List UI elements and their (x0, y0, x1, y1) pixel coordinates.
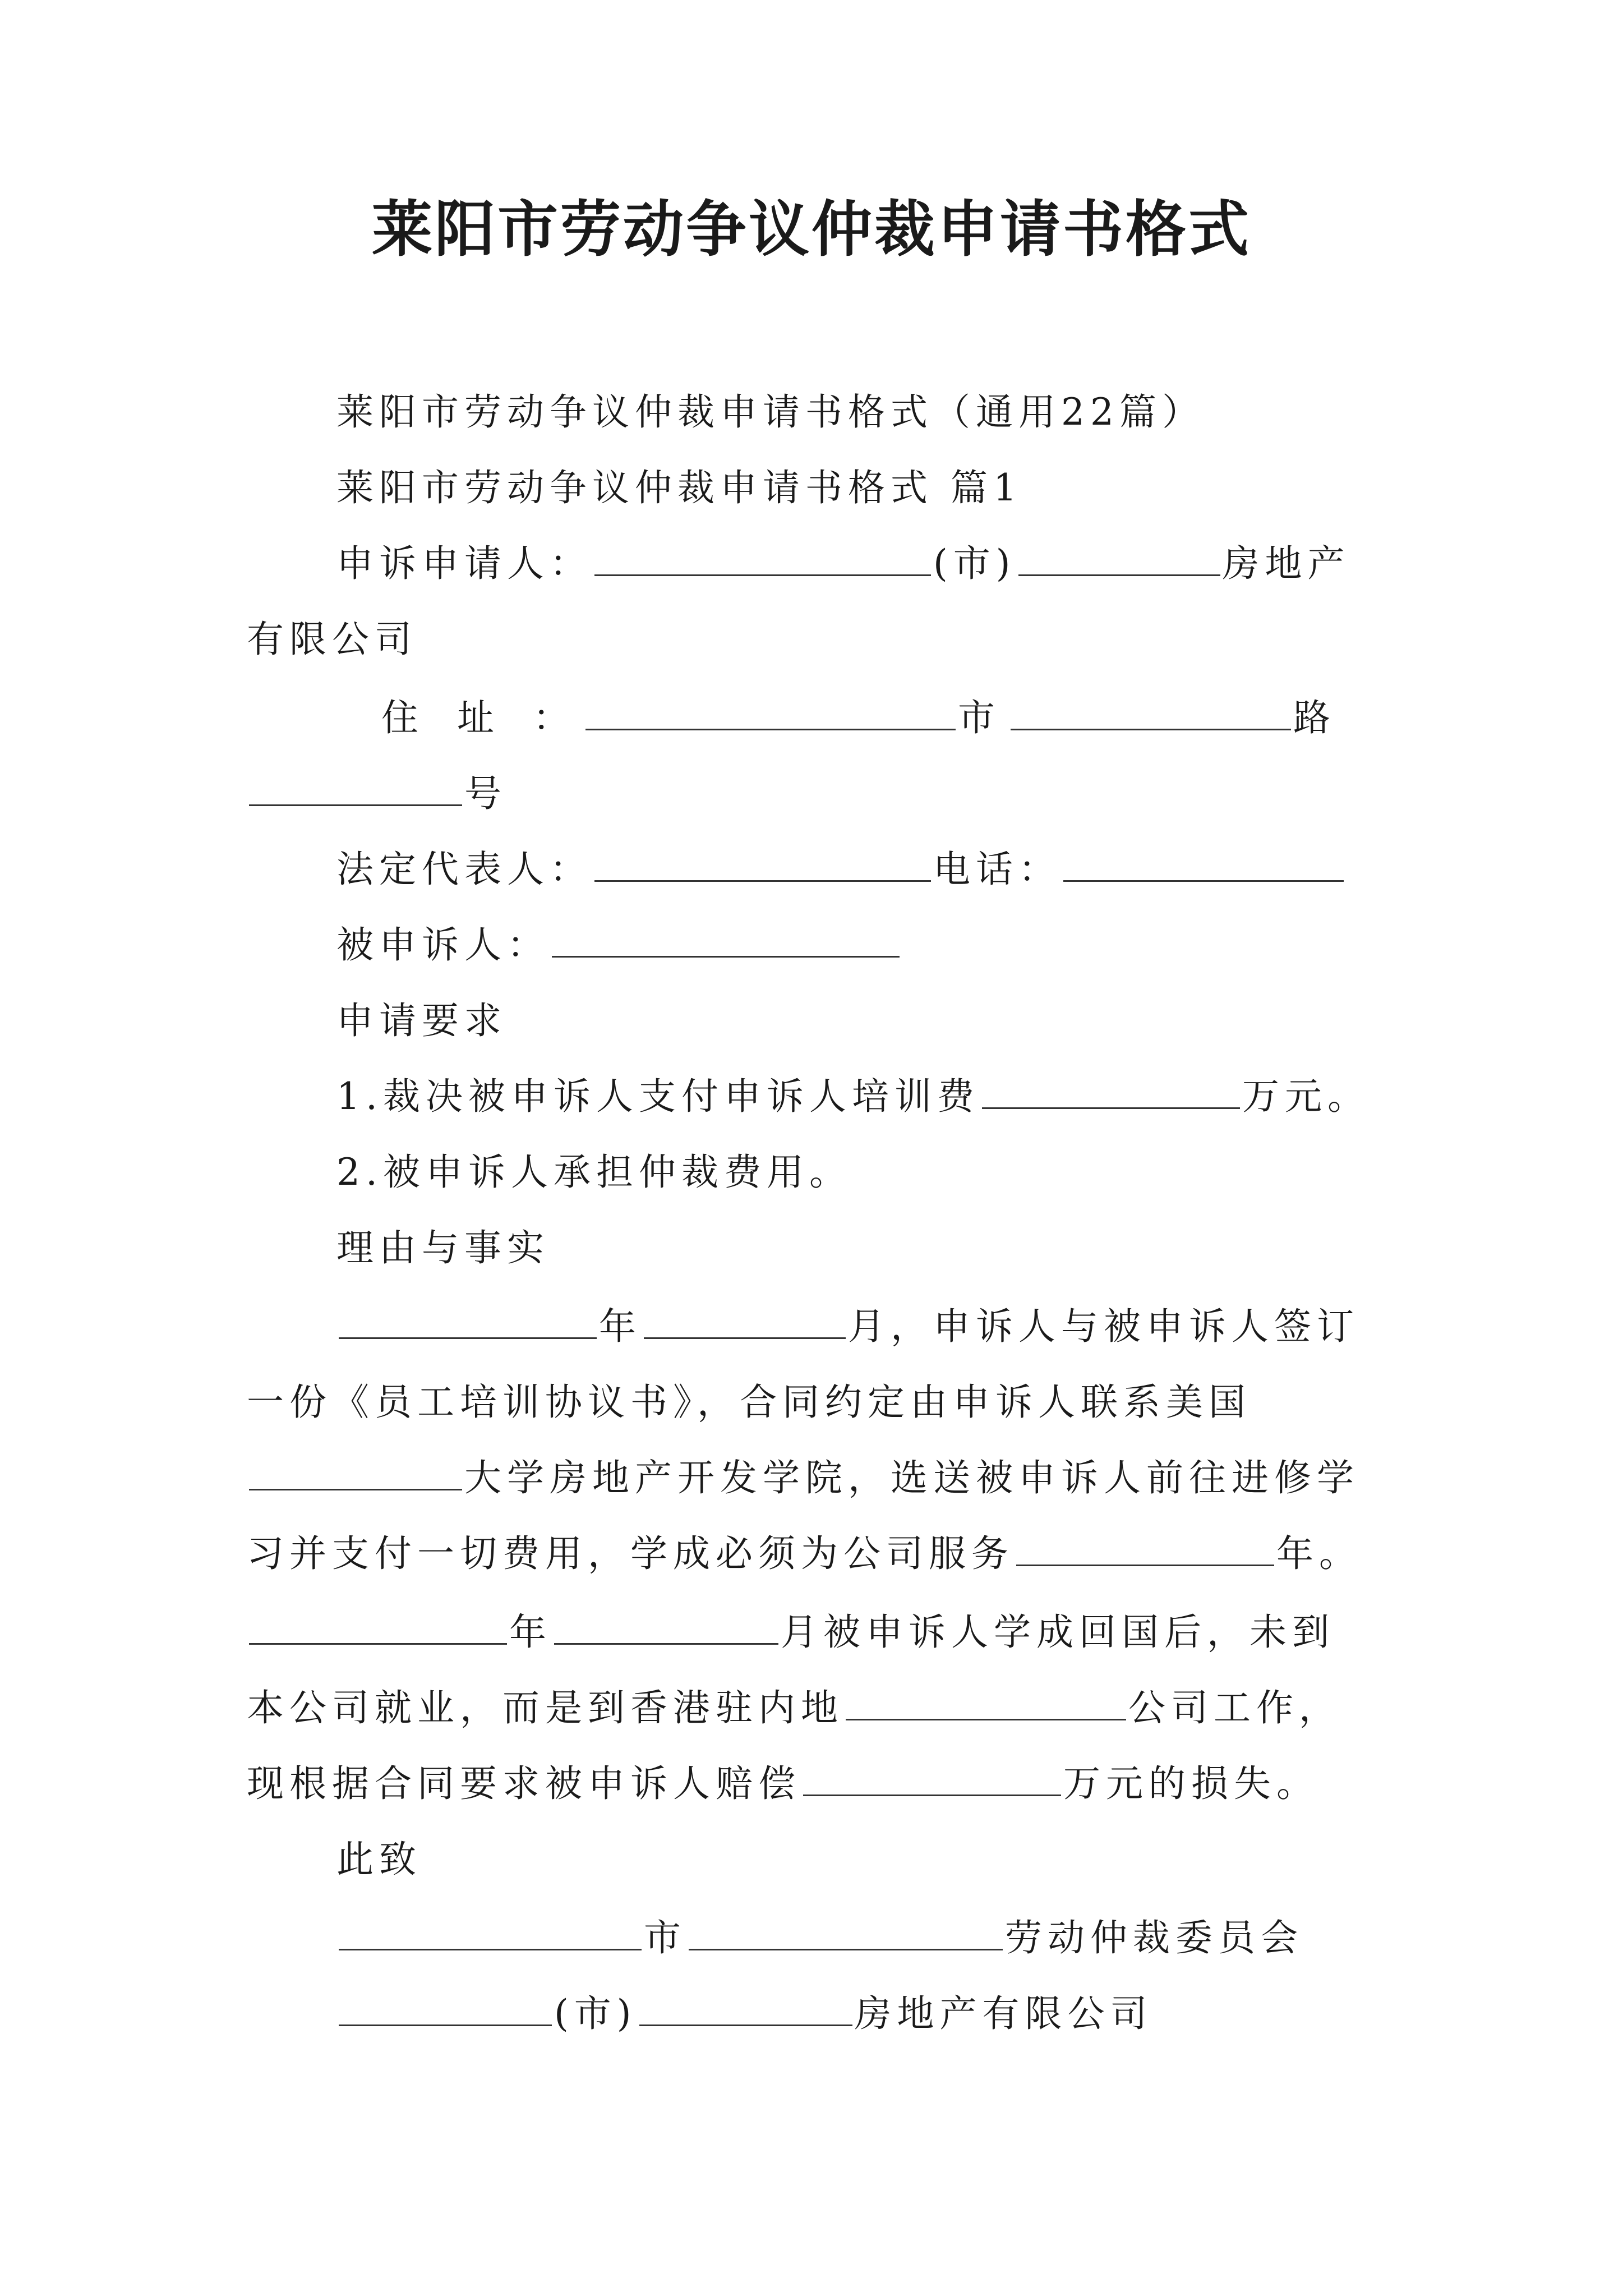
address-city: 市 (957, 696, 1008, 739)
compensation-blank (803, 1760, 1061, 1796)
requests-heading: 申请要求 (336, 999, 507, 1042)
respondent-line (336, 920, 902, 970)
facts-line-1-rest: 月，申诉人与被申诉人签订 (848, 1305, 1359, 1348)
request-item-1-unit: 万元。 (1242, 1075, 1370, 1118)
address-city-blank (585, 694, 956, 730)
facts-month-blank-2 (554, 1608, 778, 1645)
facts-year-blank-1 (339, 1303, 597, 1339)
address-number-blank (249, 770, 462, 806)
legal-rep-label: 法定代表人： (336, 848, 592, 891)
facts-line-4 (247, 1529, 1362, 1579)
facts-year-2: 年 (509, 1611, 552, 1654)
training-fee-blank (982, 1073, 1240, 1109)
closing-company-line (336, 1989, 1153, 2039)
hk-company-blank (846, 1684, 1126, 1720)
facts-line-1 (336, 1301, 1359, 1352)
address-line-cont (247, 769, 507, 819)
closing-city: 市 (644, 1916, 686, 1959)
closing-company-name-blank (639, 1990, 852, 2026)
legal-rep-line (336, 844, 1346, 895)
address-road: 路 (1293, 696, 1344, 739)
request-item-1 (336, 1071, 1370, 1122)
request-item-2: 2.被申诉人承担仲裁费用。 (336, 1151, 852, 1194)
facts-line-6-rest: 公司工作， (1128, 1686, 1341, 1729)
respondent-label: 被申诉人： (336, 923, 550, 967)
applicant-label: 申诉申请人： (336, 542, 592, 585)
facts-line-5-rest: 月被申诉人学成回国后，未到 (781, 1611, 1335, 1654)
closing-salute: 此致 (336, 1838, 422, 1881)
applicant-company-blank (1018, 540, 1220, 576)
facts-year-1: 年 (599, 1305, 642, 1348)
applicant-line (336, 539, 1350, 589)
facts-line-4-unit: 年。 (1276, 1532, 1362, 1575)
closing-city-paren: (市) (554, 1992, 637, 2035)
phone-label: 电话： (933, 848, 1061, 891)
applicant-city-blank (594, 540, 931, 576)
applicant-company-suffix: 房地产 (1222, 542, 1350, 585)
section-heading: 莱阳市劳动争议仲裁申请书格式 篇1 (336, 466, 1022, 509)
facts-line-4-text: 习并支付一切费用，学成必须为公司服务 (247, 1532, 1014, 1575)
closing-city-blank (339, 1914, 642, 1950)
subtitle: 莱阳市劳动争议仲裁申请书格式（通用22篇） (336, 390, 1205, 434)
phone-blank (1063, 845, 1344, 882)
address-label: 住 址 ： (381, 696, 583, 739)
facts-line-3-text: 大学房地产开发学院，选送被申诉人前往进修学 (464, 1456, 1359, 1499)
address-line (381, 693, 1344, 743)
respondent-blank (552, 921, 900, 958)
facts-month-blank-1 (644, 1303, 846, 1339)
facts-line-5 (247, 1607, 1335, 1658)
facts-line-6 (247, 1683, 1341, 1733)
closing-company-city-blank (339, 1990, 552, 2026)
university-blank (249, 1454, 462, 1490)
address-number: 号 (464, 772, 507, 815)
facts-line-3 (247, 1453, 1359, 1503)
facts-heading: 理由与事实 (336, 1226, 550, 1269)
document-title: 莱阳市劳动争议仲裁申请书格式 (371, 195, 1251, 265)
request-item-1-text: 1.裁决被申诉人支付申诉人培训费 (336, 1075, 980, 1118)
facts-line-7-text: 现根据合同要求被申诉人赔偿 (247, 1762, 801, 1805)
closing-committee-line (336, 1913, 1303, 1963)
facts-line-2: 一份《员工培训协议书》，合同约定由申诉人联系美国 (247, 1381, 1251, 1424)
closing-company: 房地产有限公司 (854, 1992, 1153, 2035)
closing-district-blank (689, 1914, 1003, 1950)
service-years-blank (1016, 1530, 1274, 1566)
facts-line-7 (247, 1759, 1319, 1809)
applicant-line-cont: 有限公司 (247, 618, 417, 661)
closing-committee: 劳动仲裁委员会 (1005, 1916, 1303, 1959)
facts-line-7-unit: 万元的损失。 (1063, 1762, 1319, 1805)
address-road-blank (1011, 694, 1291, 730)
facts-year-blank-2 (249, 1608, 507, 1645)
facts-line-6-text: 本公司就业，而是到香港驻内地 (247, 1686, 843, 1729)
legal-rep-blank (594, 845, 931, 882)
applicant-city-paren: (市) (933, 542, 1016, 585)
